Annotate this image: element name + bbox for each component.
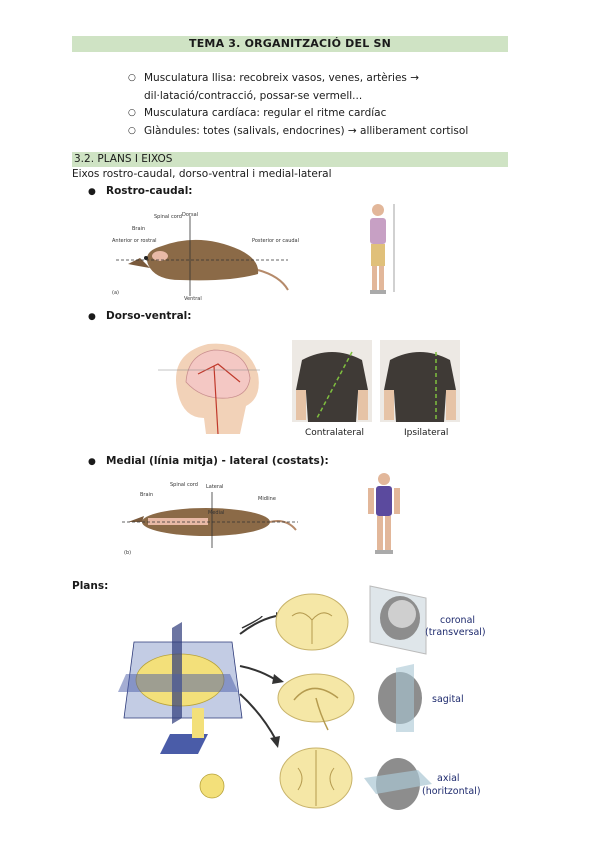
label-coronal: coronal — [440, 615, 476, 626]
plans-heading: Plans: — [72, 580, 109, 592]
person-side-figure — [348, 200, 408, 298]
brain-slice-axial — [276, 746, 356, 810]
document-title: TEMA 3. ORGANITZACIÓ DEL SN — [72, 36, 508, 52]
list-item: ○ Musculatura cardíaca: regular el ritme cardíac — [128, 105, 468, 123]
bullet-rostro-caudal: ● Rostro-caudal: — [88, 185, 193, 197]
mri-head-axial — [362, 744, 434, 816]
svg-text:Brain: Brain — [132, 226, 146, 232]
brain-slice-sagittal — [272, 668, 356, 736]
svg-text:Spinal cord: Spinal cord — [170, 482, 198, 488]
svg-text:Anterior or rostral: Anterior or rostral — [112, 238, 157, 244]
person-front-figure — [360, 470, 408, 558]
svg-text:Brain: Brain — [140, 492, 154, 498]
section-heading: 3.2. PLANS I EIXOS — [72, 152, 508, 167]
svg-text:Ventral: Ventral — [184, 296, 202, 302]
svg-text:Dorsal: Dorsal — [182, 212, 199, 218]
head-brain-figure — [148, 334, 268, 440]
bullet-medial-lateral: ● Medial (línia mitja) - lateral (costats): — [88, 455, 329, 467]
svg-text:Posterior or caudal: Posterior or caudal — [252, 238, 299, 244]
bullet-dorso-ventral: ● Dorso-ventral: — [88, 310, 192, 322]
caption-contralateral: Contralateral — [305, 428, 365, 438]
label-coronal-alt: (transversal) — [425, 627, 486, 638]
rat-rostro-caudal-figure — [110, 210, 299, 302]
rat-medial-lateral-figure — [120, 478, 300, 558]
intro-list — [128, 70, 468, 140]
brain-slice-coronal — [272, 590, 352, 658]
svg-text:Lateral: Lateral — [206, 484, 224, 490]
photo-ipsilateral — [380, 340, 460, 422]
mri-head-sagittal — [366, 662, 432, 734]
svg-text:Spinal cord: Spinal cord — [154, 214, 182, 220]
photo-contralateral — [292, 340, 372, 422]
mri-head-coronal — [366, 584, 432, 656]
svg-text:Midline: Midline — [258, 496, 276, 502]
label-axial: axial — [437, 773, 460, 784]
svg-text:(b): (b) — [124, 550, 132, 556]
caption-ipsilateral: Ipsilateral — [404, 428, 449, 438]
label-sagital: sagital — [432, 694, 464, 705]
label-axial-alt: (horitzontal) — [422, 786, 481, 797]
svg-text:Medial: Medial — [208, 510, 225, 516]
svg-text:(a): (a) — [112, 290, 119, 296]
list-item: ○ Glàndules: totes (salivals, endocrines) → alliberament cortisol — [128, 123, 468, 141]
section-subtitle: Eixos rostro-caudal, dorso-ventral i medial-lateral — [72, 168, 332, 180]
list-item: ○ Musculatura llisa: recobreix vasos, venes, artèries → dil·latació/contracció, possar-se vermell... — [128, 70, 468, 105]
